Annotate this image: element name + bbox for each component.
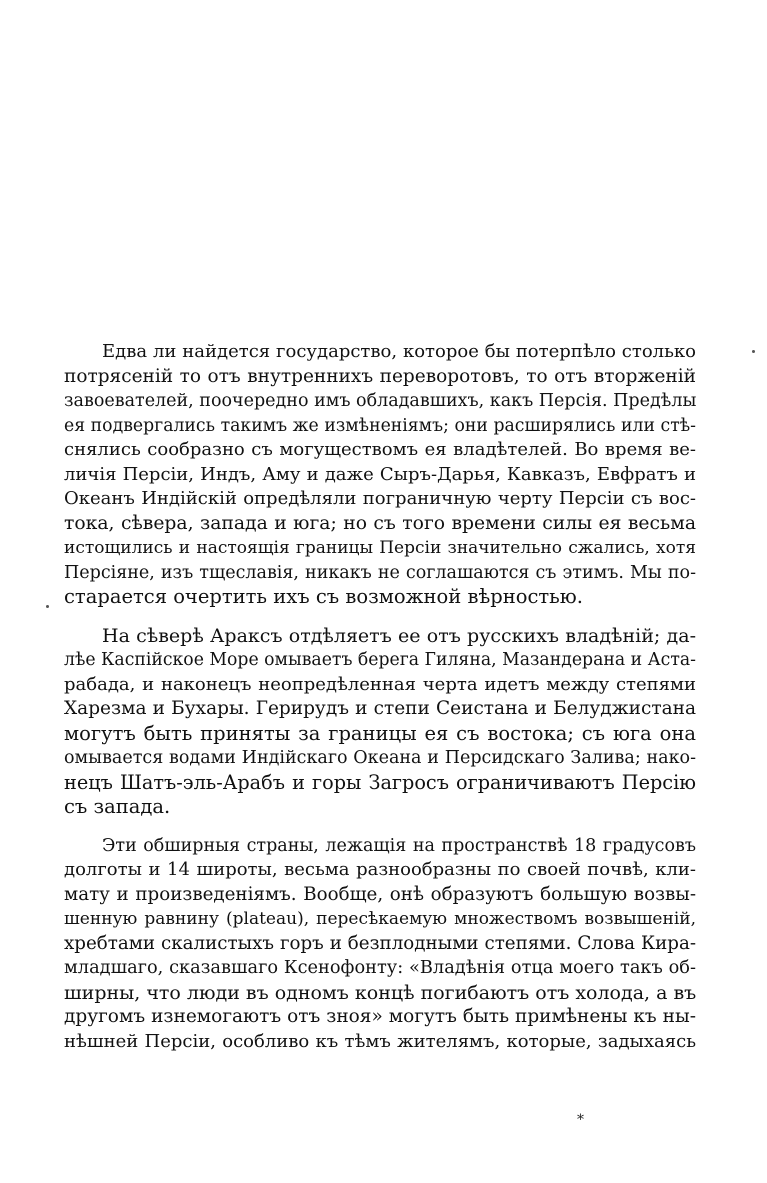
text-line: снялись сообразно съ могуществомъ ея владѣтелей. Во время ве- <box>64 439 696 460</box>
text-line: истощились и настоящія границы Персіи значительно сжались, хотя <box>64 538 696 558</box>
text-line: потрясеній то отъ внутреннихъ переворотовъ, то отъ вторженій <box>64 365 696 387</box>
text-line: старается очертить ихъ съ возможной вѣрностью. <box>64 585 583 608</box>
text-line: Персіяне, изъ тщеславія, никакъ не соглашаются съ этимъ. Мы по- <box>64 562 696 583</box>
text-line: мату и произведеніямъ. Вообще, онѣ образуютъ большую возвы- <box>64 883 696 905</box>
text-line: На сѣверѣ Араксъ отдѣляетъ ее отъ русскихъ владѣній; да- <box>102 624 696 647</box>
text-line: Едва ли найдется государство, которое бы потерпѣло столько <box>102 341 696 362</box>
text-line: лѣе Каспійское Море омываетъ берега Гиляна, Мазандерана и Аста- <box>64 650 696 670</box>
text-line: Океанъ Индійскій опредѣляли пограничную черту Персіи съ вос- <box>64 488 696 509</box>
text-line: нѣшней Персіи, особливо къ тѣмъ жителямъ, которые, задыхаясь <box>64 1030 696 1052</box>
text-line: личія Персіи, Индъ, Аму и даже Сыръ-Дарья, Кавказъ, Евфратъ и <box>64 463 696 485</box>
page-body <box>64 340 696 1068</box>
paragraph-2 <box>64 624 696 820</box>
signature-mark: * <box>577 1112 584 1128</box>
paragraph-1 <box>64 340 696 610</box>
text-line: Эти обширныя страны, лежащія на пространствѣ 18 градусовъ <box>102 835 696 856</box>
text-line: съ запада. <box>64 795 171 818</box>
text-line: шенную равнину (plateau), пересѣкаемую множествомъ возвышеній, <box>64 909 696 929</box>
text-line: младшаго, сказавшаго Ксенофонту: «Владѣнія отца моего такъ об- <box>64 958 696 978</box>
text-line: тока, сѣвера, запада и юга; но съ того времени силы ея весьма <box>64 512 696 534</box>
text-line: могутъ быть приняты за границы ея съ востока; съ юга она <box>64 721 696 745</box>
text-line: Харезма и Бухары. Герирудъ и степи Сеистана и Белуджистана <box>64 698 696 719</box>
margin-speck <box>46 605 49 608</box>
text-line: рабада, и наконецъ неопредѣленная черта идетъ между степями <box>64 673 696 695</box>
text-line: ширны, что люди въ одномъ концѣ погибаютъ отъ холода, а въ <box>64 981 697 1004</box>
text-line: омывается водами Индійскаго Океана и Персидскаго Залива; нако- <box>64 748 696 768</box>
margin-speck <box>752 350 755 353</box>
text-line: хребтами скалистыхъ горъ и безплодными степями. Слова Кира- <box>64 932 696 954</box>
text-line: нецъ Шатъ-эль-Арабъ и горы Загросъ ограничиваютъ Персію <box>64 770 696 794</box>
text-line: другомъ изнемогаютъ отъ зноя» могутъ быть примѣнены къ ны- <box>64 1006 696 1027</box>
text-line: завоевателей, поочередно имъ обладавшихъ, какъ Персія. Предѣлы <box>64 391 697 411</box>
text-line: ея подвергались такимъ же измѣненіямъ; они расширялись или стѣ- <box>64 415 696 436</box>
paragraph-3 <box>64 834 696 1055</box>
text-line: долготы и 14 широты, весьма разнообразны по своей почвѣ, кли- <box>64 859 696 880</box>
